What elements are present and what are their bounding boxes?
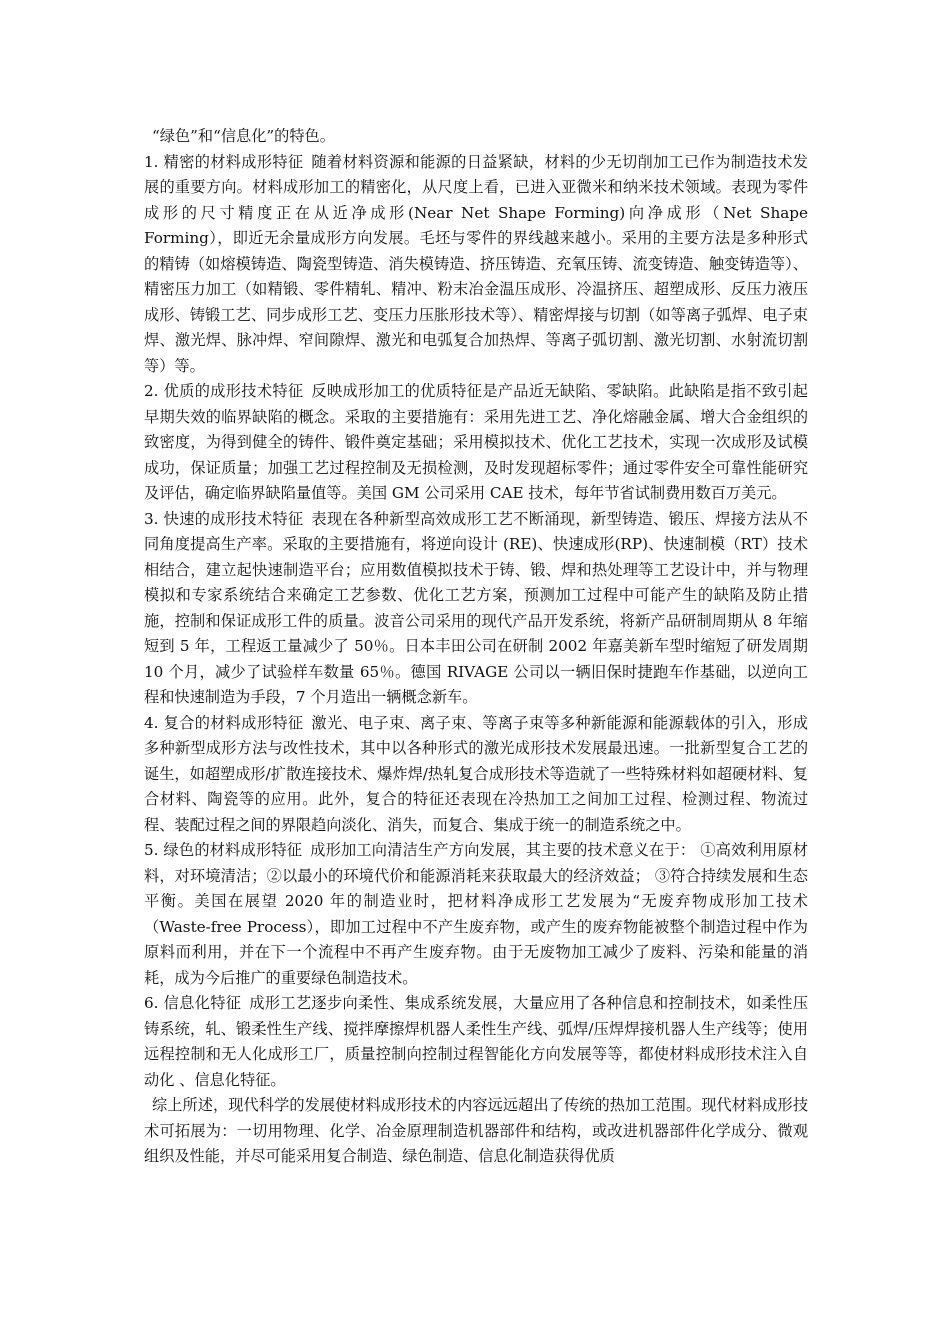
paragraph-text: 随着材料资源和能源的日益紧缺，材料的少无切削加工已作为制造技术发展的重要方向。材料成形加工的精密化，从尺度上看，已进入亚微米和纳米技术领域。表现为零件成形的尺寸精度正在从近净成形(Near Net Shape Forming)向净成形（Net Shape Forming），即近无余量成形方向发展。毛坯与零件的界线越来越小。采用的主要方法是多种形式的精铸（如熔模铸造、陶瓷型铸造、消失模铸造、挤压铸造、充氧压铸、流变铸造、触变铸造等）、精密压力加工（如精锻、零件精轧、精冲、粉末冶金温压成形、冷温挤压、超塑成形、反压力液压成形、铸锻工艺、同步成形工艺、变压力压胀形技术等）、精密焊接与切割（如等离子弧焊、电子束焊、激光焊、脉冲焊、窄间隙焊、激光和电弧复合加热焊、等离子弧切割、激光切割、水射流切割等）等。 [144,152,808,375]
paragraph-title: 3. 快速的成形技术特征 [144,509,304,528]
paragraph-text: 激光、电子束、离子束、等离子束等多种新能源和能源载体的引入，形成多种新型成形方法与改性技术，其中以各种形式的激光成形技术发展最迅速。一批新型复合工艺的诞生，如超塑成形/扩散连接技术、爆炸焊/热轧复合成形技术等造就了一些特殊材料如超硬材料、复合材料、陶瓷等的应用。此外，复合的特征还表现在冷热加工之间加工过程、检测过程、物流过程、装配过程之间的界限趋向淡化、消失，而复合、集成于统一的制造系统之中。 [144,713,808,834]
paragraph-text: 反映成形加工的优质特征是产品近无缺陷、零缺陷。此缺陷是指不致引起早期失效的临界缺陷的概念。采取的主要措施有：采用先进工艺、净化熔融金属、增大合金组织的致密度，为得到健全的铸件、锻件奠定基础；采用模拟技术、优化工艺技术，实现一次成形及试模成功，保证质量；加强工艺过程控制及无损检测，及时发现超标零件；通过零件安全可靠性能研究及评估，确定临界缺陷量值等。美国 GM 公司采用 CAE 技术，每年节省试制费用数百万美元。 [144,382,808,502]
paragraph-text: 成形工艺逐步向柔性、集成系统发展，大量应用了各种信息和控制技术，如柔性压铸系统，轧、锻柔性生产线、搅拌摩擦焊机器人柔性生产线、弧焊/压焊焊接机器人生产线等；使用远程控制和无人化成形工厂，质量控制向控制过程智能化方向发展等等，都使材料成形技术注入自动化 、信息化特征。 [144,994,809,1089]
paragraph-rapid-forming [144,507,808,711]
paragraph-composite-forming [144,711,808,839]
paragraph-informatization [144,991,808,1093]
paragraph-text: 成形加工向清洁生产方向发展，其主要的技术意义在于： ①高效利用原材料，对环境清洁；②以最小的环境代价和能源消耗来获取最大的经济效益； ③符合持续发展和生态平衡。美国在展望 2020 年的制造业时，把材料净成形工艺发展为“无废弃物成形加工技术（Waste-free Process），即加工过程中不产生废弃物，或产生的废弃物能被整个制造过程中作为原料而利用，并在下一个流程中不再产生废弃物。由于无废物加工减少了废料、污染和能量的消耗，成为今后推广的重要绿色制造技术。 [144,841,808,987]
paragraph-title: 4. 复合的材料成形特征 [144,713,304,732]
paragraph-title: 5. 绿色的材料成形特征 [144,841,303,859]
paragraph-title: 2. 优质的成形技术特征 [144,382,304,400]
paragraph-text: 综上所述，现代科学的发展使材料成形技术的内容远远超出了传统的热加工范围。现代材料成形技术可拓展为：一切用物理、化学、冶金原理制造机器部件和结构，或改进机器部件化学成分、微观组织及性能，并尽可能采用复合制造、绿色制造、信息化制造获得优质 [144,1096,808,1165]
paragraph-summary [144,1093,808,1170]
paragraph-text: 表现在各种新型高效成形工艺不断涌现，新型铸造、锻压、焊接方法从不同角度提高生产率。采取的主要措施有，将逆向设计 (RE)、快速成形(RP)、快速制模（RT）技术相结合，建立起快速制造平台；应用数值模拟技术于铸、锻、焊和热处理等工艺设计中，并与物理模拟和专家系统结合来确定工艺参数、优化工艺方案，预测加工过程中可能产生的缺陷及防止措施，控制和保证成形工件的质量。波音公司采用的现代产品开发系统，将新产品研制周期从 8 年缩短到 5 年，工程返工量减少了 50％。日本丰田公司在研制 2002 年嘉美新车型时缩短了研发周期 10 个月，减少了试验样车数量 65％。德国 RIVAGE 公司以一辆旧保时捷跑车作基础，以逆向工程和快速制造为手段，7 个月造出一辆概念新车。 [144,509,808,706]
paragraph-precision-forming [144,150,808,380]
paragraph-title: 1. 精密的材料成形特征 [144,152,304,171]
paragraph-title: 6. 信息化特征 [144,994,242,1012]
paragraph-green-forming [144,838,808,991]
paragraph-intro-tail [144,124,808,150]
document-page [144,124,808,1170]
paragraph-quality-forming [144,379,808,507]
paragraph-text: “绿色”和“信息化”的特色。 [152,127,335,145]
